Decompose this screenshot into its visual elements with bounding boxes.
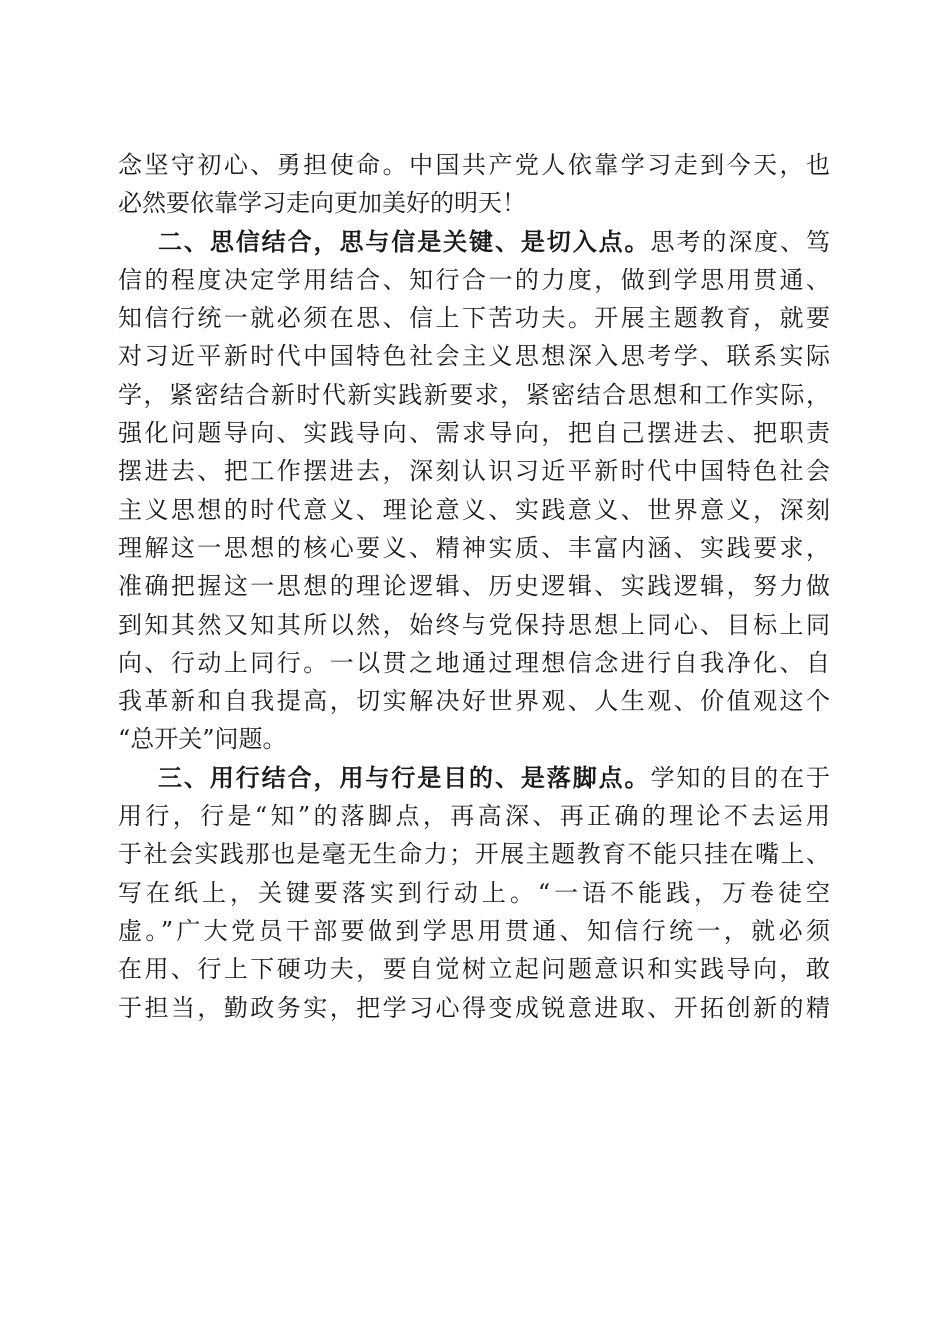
paragraph-3-line: 写在纸上，关键要落实到行动上。“一语不能践，万卷徒空	[118, 878, 830, 907]
paragraph-2-line: 信的程度决定学用结合、知行合一的力度，做到学思用贯通、	[118, 265, 830, 294]
document-body	[118, 146, 830, 1027]
section-2-heading: 二、思信结合，思与信是关键、是切入点。	[158, 227, 651, 256]
paragraph-2-line: 理解这一思想的核心要义、精神实质、丰富内涵、实践要求，	[118, 533, 830, 562]
paragraph-3-line: 虚。”广大党员干部要做到学思用贯通、知信行统一，就必须	[118, 916, 830, 945]
paragraph-3-line: 用行，行是“知”的落脚点，再高深、再正确的理论不去运用	[118, 802, 830, 831]
paragraph-2-line: 到知其然又知其所以然，始终与党保持思想上同心、目标上同	[118, 610, 830, 639]
paragraph-2-line: 对习近平新时代中国特色社会主义思想深入思考学、联系实际	[118, 342, 830, 371]
paragraph-2-first-line	[118, 223, 830, 261]
paragraph-2-line: 学，紧密结合新时代新实践新要求，紧密结合思想和工作实际，	[118, 380, 830, 409]
paragraph-2-first-line-text: 思考的深度、笃	[650, 227, 831, 256]
paragraph-1-line-1: 念坚守初心、勇担使命。中国共产党人依靠学习走到今天，也	[118, 151, 830, 179]
paragraph-3-line: 在用、行上下硬功夫，要自觉树立起问题意识和实践导向，敢	[118, 955, 830, 984]
paragraph-2-line: 我革新和自我提高，切实解决好世界观、人生观、价值观这个	[118, 687, 830, 716]
paragraph-2-line: 准确把握这一思想的理论逻辑、历史逻辑、实践逻辑，努力做	[118, 572, 830, 601]
paragraph-2-line: 知信行统一就必须在思、信上下苦功夫。开展主题教育，就要	[118, 304, 830, 333]
paragraph-2-line: 强化问题导向、实践导向、需求导向，把自己摆进去、把职责	[118, 419, 830, 448]
paragraph-2-line: 主义思想的时代意义、理论意义、实践意义、世界意义，深刻	[118, 495, 830, 524]
paragraph-3-line: 于社会实践那也是毫无生命力；开展主题教育不能只挂在嘴上、	[118, 840, 830, 869]
paragraph-3-first-line	[118, 759, 830, 797]
paragraph-3-first-line-text: 学知的目的在于	[650, 763, 831, 792]
section-3-heading: 三、用行结合，用与行是目的、是落脚点。	[158, 763, 651, 792]
paragraph-1-line-2: 必然要依靠学习走向更加美好的明天！	[118, 189, 526, 218]
paragraph-2-line: “总开关”问题。	[118, 725, 287, 754]
paragraph-3-line: 于担当，勤政务实，把学习心得变成锐意进取、开拓创新的精	[118, 993, 830, 1022]
paragraph-2-line: 向、行动上同行。一以贯之地通过理想信念进行自我净化、自	[118, 648, 830, 677]
paragraph-2-line: 摆进去、把工作摆进去，深刻认识习近平新时代中国特色社会	[118, 457, 830, 486]
